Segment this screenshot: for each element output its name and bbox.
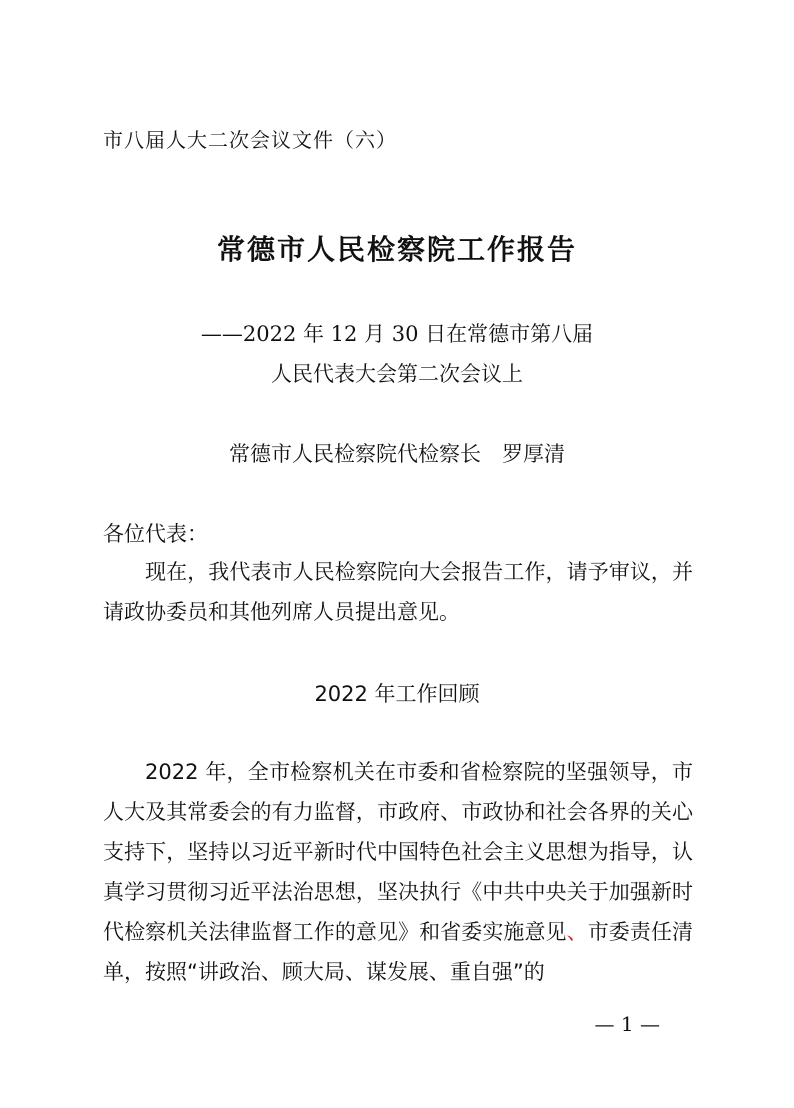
subtitle-line-1: ——2022 年 12 月 30 日在常德市第八届 [200,322,594,346]
document-title: 常德市人民检察院工作报告 [216,233,577,266]
page-number: — 1 — [594,1012,660,1036]
paragraph-intro-text: 现在，我代表市人民检察院向大会报告工作，请予审议，并请政协委员和其他列席人员提出意见。 [103,560,693,624]
document-header: 市八届人大二次会议文件（六） [103,128,397,152]
subtitle-line-2: 人民代表大会第二次会议上 [271,362,523,386]
paragraph-review-text-2: 市委责任清单，按照“讲政治、顾大局、谋发展、重自强”的 [103,920,694,984]
red-mark: 、 [566,920,588,944]
author-line: 常德市人民检察院代检察长 罗厚清 [229,442,565,466]
section-title: 2022 年工作回顾 [314,682,480,706]
paragraph-review-text-1: 2022 年，全市检察机关在市委和省检察院的坚强领导，市人大及其常委会的有力监督，市政府、市政协和社会各界的关心支持下，坚持以习近平新时代中国特色社会主义思想为指导，认真学习贯彻习近平法治思想，坚决执行《中共中央关于加强新时代检察机关法律监督工作的意见》和省委实施意见 [103,760,693,944]
paragraph-intro [103,552,693,632]
salutation: 各位代表： [103,522,208,546]
paragraph-review [103,752,693,992]
